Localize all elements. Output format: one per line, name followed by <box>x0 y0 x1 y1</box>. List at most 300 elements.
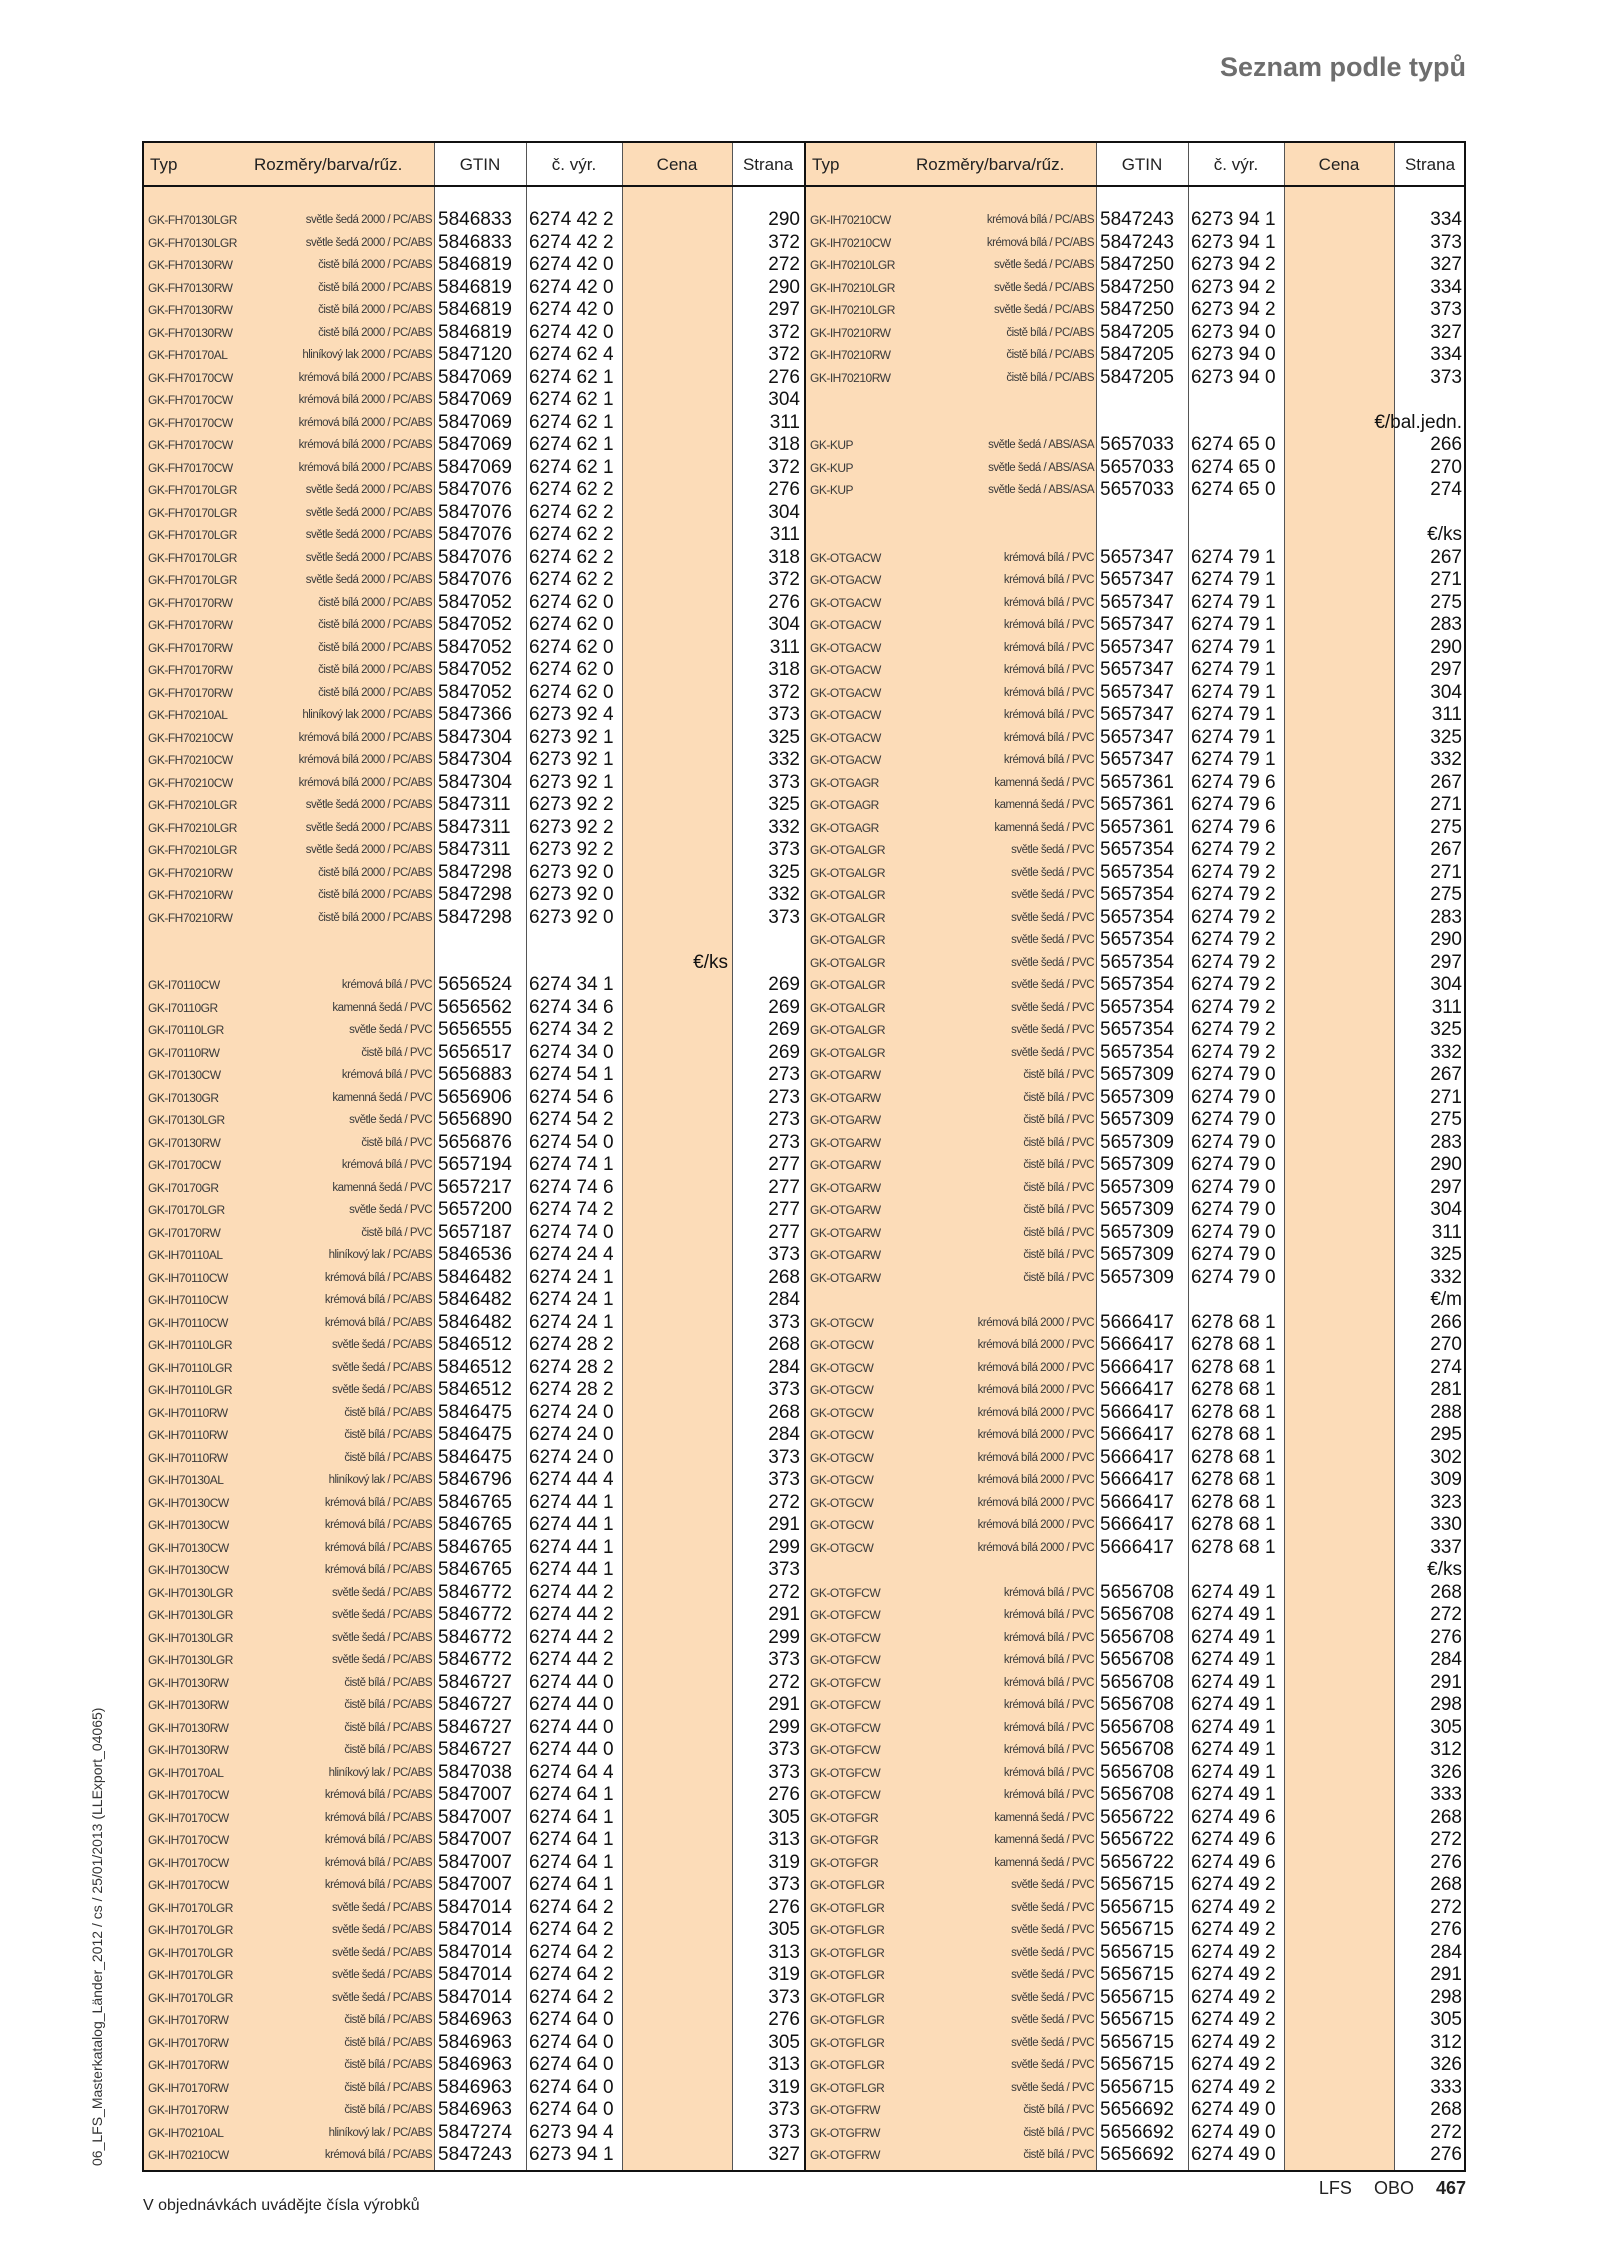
article-number: 6274 62 2 <box>529 546 614 568</box>
page-ref: 302 <box>1430 1446 1462 1468</box>
dimensions-color-material: hliníkový lak 2000 / PC/ABS <box>302 349 432 361</box>
gtin-code: 5846765 <box>438 1536 512 1558</box>
product-type: GK-OTGACW <box>810 685 881 700</box>
article-number: 6274 24 1 <box>529 1289 614 1310</box>
article-number: 6274 79 0 <box>1191 1221 1276 1243</box>
dimensions-color-material: krémová bílá / PVC <box>1003 664 1094 676</box>
article-number: 6278 68 1 <box>1191 1311 1276 1333</box>
gtin-code: 5847007 <box>438 1784 512 1805</box>
page-ref: 272 <box>1430 2121 1462 2143</box>
page-ref: 334 <box>1430 344 1462 365</box>
article-number: 6274 49 1 <box>1191 1604 1276 1625</box>
table-row <box>144 1694 804 1717</box>
page-ref: 267 <box>1430 839 1462 860</box>
dimensions-color-material: hliníkový lak 2000 / PC/ABS <box>302 709 432 721</box>
table-row <box>144 1582 804 1605</box>
dimensions-color-material: světle šedá / ABS/ASA <box>988 439 1094 451</box>
product-type: GK-IH70170LGR <box>148 1968 233 1982</box>
page-ref: 311 <box>769 636 800 658</box>
article-number: 6273 94 4 <box>529 2121 614 2143</box>
product-type: GK-FH70170RW <box>148 685 233 700</box>
table-row <box>806 1942 1466 1965</box>
table-row <box>806 2032 1466 2055</box>
page-ref: 272 <box>768 254 800 275</box>
table-row <box>144 1424 804 1447</box>
article-number: 6278 68 1 <box>1191 1379 1276 1400</box>
table-row <box>144 209 804 232</box>
unit-row <box>806 1289 1466 1312</box>
header-strana: Strana <box>742 155 794 174</box>
product-type: GK-OTGACW <box>810 753 881 767</box>
article-number: 6274 49 2 <box>1191 1964 1276 1985</box>
gtin-code: 5657347 <box>1100 681 1174 703</box>
gtin-code: 5846765 <box>438 1491 512 1513</box>
product-type: GK-IH70210RW <box>810 325 891 340</box>
table-row <box>144 997 804 1020</box>
product-type: GK-IH70210CW <box>810 213 891 227</box>
product-type: GK-FH70210LGR <box>148 798 237 812</box>
article-number: 6273 92 0 <box>529 884 614 905</box>
table-row <box>144 1199 804 1222</box>
gtin-code: 5847076 <box>438 546 512 568</box>
product-type: GK-IH70130RW <box>148 1698 229 1712</box>
gtin-code: 5657309 <box>1100 1109 1174 1130</box>
article-number: 6274 79 2 <box>1191 929 1276 950</box>
table-row <box>144 1784 804 1807</box>
article-number: 6278 68 1 <box>1191 1469 1276 1490</box>
dimensions-color-material: krémová bílá 2000 / PC/ABS <box>298 754 432 766</box>
gtin-code: 5666417 <box>1100 1356 1174 1378</box>
table-row <box>806 1874 1466 1897</box>
gtin-code: 5847120 <box>438 344 512 365</box>
dimensions-color-material: čistě bílá / PVC <box>1023 1136 1094 1149</box>
gtin-code: 5657347 <box>1100 636 1174 658</box>
product-type: GK-IH70110LGR <box>148 1338 232 1352</box>
article-number: 6274 49 1 <box>1191 1761 1276 1783</box>
gtin-code: 5847298 <box>438 861 512 883</box>
product-type: GK-IH70130CW <box>148 1540 229 1555</box>
dimensions-color-material: hliníkový lak / PC/ABS <box>328 2126 432 2139</box>
article-number: 6274 74 1 <box>529 1154 614 1175</box>
page-ref: 304 <box>768 614 800 635</box>
dimensions-color-material: krémová bílá / PVC <box>1003 1586 1094 1599</box>
table-row <box>806 1627 1466 1650</box>
gtin-code: 5656555 <box>438 1019 512 1040</box>
article-number: 6274 42 2 <box>529 209 614 230</box>
table-row <box>806 1424 1466 1447</box>
product-type: GK-OTGCW <box>810 1450 874 1465</box>
product-type: GK-OTGACW <box>810 640 881 655</box>
page-ref: 299 <box>768 1626 800 1648</box>
article-number: 6274 62 2 <box>529 569 614 590</box>
page-ref: 327 <box>1430 254 1462 275</box>
table-row <box>144 1874 804 1897</box>
article-number: 6274 62 0 <box>529 614 614 635</box>
table-row <box>806 479 1466 502</box>
page-ref: 327 <box>1430 321 1462 343</box>
table-row <box>144 1087 804 1110</box>
article-number: 6274 34 6 <box>529 996 614 1018</box>
product-type: GK-FH70130RW <box>148 280 233 295</box>
table-row <box>144 389 804 412</box>
article-number: 6274 64 1 <box>529 1806 614 1828</box>
gtin-code: 5657033 <box>1100 479 1174 500</box>
dimensions-color-material: čistě bílá / PVC <box>1023 1204 1094 1216</box>
table-row <box>806 1244 1466 1267</box>
article-number: 6274 42 2 <box>529 231 614 253</box>
dimensions-color-material: světle šedá / PC/ABS <box>994 259 1094 271</box>
page-ref: 327 <box>768 2144 800 2165</box>
dimensions-color-material: světle šedá / PVC <box>349 1024 432 1036</box>
dimensions-color-material: krémová bílá / PC/ABS <box>986 236 1094 249</box>
page-ref: 311 <box>769 411 800 433</box>
article-number: 6274 64 0 <box>529 2099 614 2120</box>
dimensions-color-material: krémová bílá / PVC <box>1003 574 1094 586</box>
product-type: GK-OTGAGR <box>810 798 879 812</box>
gtin-code: 5847304 <box>438 726 512 748</box>
dimensions-color-material: světle šedá / PC/ABS <box>332 1631 432 1644</box>
product-type: GK-OTGFLGR <box>810 1900 885 1915</box>
product-type: GK-IH70130RW <box>148 1675 229 1690</box>
page-ref: 373 <box>768 1986 800 2008</box>
article-number: 6274 49 2 <box>1191 2009 1276 2030</box>
page-ref: 305 <box>1430 2009 1462 2030</box>
gtin-code: 5846819 <box>438 254 512 275</box>
gtin-code: 5846475 <box>438 1424 512 1445</box>
product-type: GK-IH70110RW <box>148 1405 228 1420</box>
table-row <box>144 1604 804 1627</box>
dimensions-color-material: čistě bílá 2000 / PC/ABS <box>318 326 432 339</box>
table-row <box>806 862 1466 885</box>
gtin-code: 5847007 <box>438 1806 512 1828</box>
page-ref: 334 <box>1430 209 1462 230</box>
page-ref: 288 <box>1430 1401 1462 1423</box>
article-number: 6274 24 0 <box>529 1424 614 1445</box>
page-ref: 269 <box>768 1019 800 1040</box>
article-number: 6274 79 0 <box>1191 1244 1276 1265</box>
article-number: 6274 79 0 <box>1191 1176 1276 1198</box>
gtin-code: 5657309 <box>1100 1154 1174 1175</box>
dimensions-color-material: krémová bílá / PVC <box>1003 1766 1094 1779</box>
gtin-code: 5656517 <box>438 1041 512 1063</box>
dimensions-color-material: světle šedá / PVC <box>1011 2081 1094 2094</box>
article-number: 6274 42 0 <box>529 321 614 343</box>
dimensions-color-material: světle šedá / PVC <box>1011 1924 1094 1936</box>
article-number: 6274 62 2 <box>529 479 614 500</box>
product-type: GK-OTGCW <box>810 1495 874 1510</box>
article-number: 6274 79 1 <box>1191 569 1276 590</box>
product-type: GK-FH70170LGR <box>148 573 237 587</box>
product-type: GK-IH70210CW <box>810 235 891 250</box>
page-ref: 269 <box>768 1041 800 1063</box>
dimensions-color-material: čistě bílá / PC/ABS <box>344 2036 432 2049</box>
article-number: 6274 79 0 <box>1191 1086 1276 1108</box>
article-number: 6274 49 2 <box>1191 1986 1276 2008</box>
dimensions-color-material: krémová bílá 2000 / PVC <box>977 1429 1094 1441</box>
table-row <box>806 344 1466 367</box>
product-type: GK-OTGARW <box>810 1113 881 1127</box>
table-row <box>806 1672 1466 1695</box>
article-number: 6274 44 0 <box>529 1716 614 1738</box>
gtin-code: 5656906 <box>438 1086 512 1108</box>
page-ref: 334 <box>1430 276 1462 298</box>
product-type: GK-I70170RW <box>148 1225 221 1240</box>
product-type: GK-IH70130CW <box>148 1495 229 1510</box>
dimensions-color-material: krémová bílá 2000 / PVC <box>977 1339 1094 1351</box>
product-type: GK-IH70170CW <box>148 1788 229 1802</box>
product-type: GK-OTGALGR <box>810 1023 886 1037</box>
unit-row <box>806 524 1466 547</box>
page-ref: 284 <box>1430 1941 1462 1963</box>
article-number: 6273 94 0 <box>1191 321 1276 343</box>
table-row <box>806 277 1466 300</box>
dimensions-color-material: čistě bílá / PC/ABS <box>344 2059 432 2071</box>
dimensions-color-material: krémová bílá / PC/ABS <box>986 214 1094 226</box>
dimensions-color-material: krémová bílá / PVC <box>1003 1699 1094 1711</box>
header-rozmery: Rozměry/barva/rűz. <box>916 155 1065 174</box>
gtin-code: 5657354 <box>1100 996 1174 1018</box>
table-row <box>806 1154 1466 1177</box>
table-row <box>144 277 804 300</box>
article-number: 6274 49 2 <box>1191 2054 1276 2075</box>
product-type: GK-FH70210RW <box>148 888 233 902</box>
dimensions-color-material: kamenná šedá / PVC <box>994 776 1094 789</box>
product-type: GK-OTGARW <box>810 1158 881 1172</box>
dimensions-color-material: čistě bílá 2000 / PC/ABS <box>318 619 432 631</box>
article-number: 6274 42 0 <box>529 276 614 298</box>
page-ref: 373 <box>768 1874 800 1895</box>
page-ref: 271 <box>1430 861 1462 883</box>
table-row <box>144 1357 804 1380</box>
product-type: GK-FH70130RW <box>148 258 233 272</box>
gtin-code: 5657309 <box>1100 1199 1174 1220</box>
product-type: GK-OTGACW <box>810 663 881 677</box>
page-ref: 297 <box>1430 1176 1462 1198</box>
dimensions-color-material: kamenná šedá / PVC <box>994 799 1094 811</box>
page-ref: 373 <box>768 1469 800 1490</box>
table-row <box>144 2032 804 2055</box>
product-type: GK-IH70210RW <box>810 348 891 362</box>
product-type: GK-I70130GR <box>148 1090 219 1105</box>
page-ref: 299 <box>768 1716 800 1738</box>
gtin-code: 5846765 <box>438 1559 512 1580</box>
unit-row <box>806 389 1466 412</box>
product-type: GK-OTGCW <box>810 1518 874 1532</box>
table-row <box>806 614 1466 637</box>
header-cena: Cena <box>1318 155 1360 174</box>
article-number: 6274 64 0 <box>529 2054 614 2075</box>
article-number: 6274 49 1 <box>1191 1784 1276 1805</box>
page-ref: 291 <box>1430 1964 1462 1985</box>
table-row <box>144 1492 804 1515</box>
table-row <box>806 2009 1466 2032</box>
page-ref: 373 <box>768 1559 800 1580</box>
dimensions-color-material: světle šedá / PC/ABS <box>332 1361 432 1374</box>
product-type-table <box>142 141 1466 2172</box>
dimensions-color-material: čistě bílá / PVC <box>1023 1249 1094 1261</box>
article-number: 6274 44 4 <box>529 1469 614 1490</box>
page-ref: 276 <box>1430 1919 1462 1940</box>
table-row <box>806 884 1466 907</box>
price-unit: €/m <box>1430 1289 1462 1310</box>
product-type: GK-IH70130LGR <box>148 1608 233 1622</box>
product-type: GK-OTGALGR <box>810 888 886 902</box>
page-ref: 273 <box>768 1109 800 1130</box>
page-ref: 268 <box>1430 2099 1462 2120</box>
dimensions-color-material: světle šedá / PVC <box>1011 1046 1094 1059</box>
gtin-code: 5656692 <box>1100 2144 1174 2165</box>
table-row <box>806 1897 1466 1920</box>
dimensions-color-material: světle šedá / PVC <box>1011 1969 1094 1981</box>
article-number: 6274 79 0 <box>1191 1199 1276 1220</box>
gtin-code: 5656708 <box>1100 1716 1174 1738</box>
page-ref: 325 <box>768 861 800 883</box>
page-ref: 277 <box>768 1199 800 1220</box>
article-number: 6274 62 0 <box>529 659 614 680</box>
table-row <box>806 1649 1466 1672</box>
dimensions-color-material: čistě bílá / PVC <box>1023 1226 1094 1239</box>
product-type: GK-OTGFLGR <box>810 1923 885 1937</box>
page-ref: 273 <box>768 1086 800 1108</box>
table-row <box>144 637 804 660</box>
product-type: GK-OTGFCW <box>810 1698 881 1712</box>
table-row <box>806 1334 1466 1357</box>
article-number: 6274 49 2 <box>1191 2031 1276 2053</box>
page-ref: 372 <box>768 231 800 253</box>
page-ref: 373 <box>768 1244 800 1265</box>
table-row <box>144 2054 804 2077</box>
gtin-code: 5656715 <box>1100 1874 1174 1895</box>
page-ref: 276 <box>768 591 800 613</box>
page-footer <box>1297 2178 1466 2199</box>
dimensions-color-material: krémová bílá 2000 / PC/ABS <box>298 371 432 384</box>
gtin-code: 5847007 <box>438 1851 512 1873</box>
article-number: 6273 92 0 <box>529 906 614 928</box>
dimensions-color-material: světle šedá / PC/ABS <box>332 1901 432 1914</box>
product-type: GK-I70110GR <box>148 1000 218 1015</box>
page-ref: 272 <box>1430 1829 1462 1850</box>
gtin-code: 5846482 <box>438 1289 512 1310</box>
table-row <box>144 1829 804 1852</box>
article-number: 6274 62 1 <box>529 366 614 388</box>
table-row <box>806 1919 1466 1942</box>
article-number: 6274 79 6 <box>1191 794 1276 815</box>
dimensions-color-material: čistě bílá / PVC <box>361 1226 432 1239</box>
dimensions-color-material: kamenná šedá / PVC <box>994 1856 1094 1869</box>
gtin-code: 5846475 <box>438 1401 512 1423</box>
table-row <box>806 322 1466 345</box>
product-type: GK-IH70130AL <box>148 1473 224 1487</box>
article-number: 6274 28 2 <box>529 1356 614 1378</box>
article-number: 6273 94 0 <box>1191 344 1276 365</box>
gtin-code: 5656715 <box>1100 2054 1174 2075</box>
article-number: 6278 68 1 <box>1191 1536 1276 1558</box>
product-type: GK-FH70170AL <box>148 348 228 362</box>
product-type: GK-FH70130LGR <box>148 235 237 250</box>
table-row <box>144 412 804 435</box>
gtin-code: 5657309 <box>1100 1086 1174 1108</box>
product-type: GK-OTGFRW <box>810 2125 880 2140</box>
gtin-code: 5657354 <box>1100 861 1174 883</box>
page-ref: 276 <box>1430 1851 1462 1873</box>
gtin-code: 5846727 <box>438 1694 512 1715</box>
gtin-code: 5656708 <box>1100 1649 1174 1670</box>
article-number: 6274 49 1 <box>1191 1716 1276 1738</box>
table-row <box>806 434 1466 457</box>
page-ref: 304 <box>1430 974 1462 995</box>
page-ref: 372 <box>768 569 800 590</box>
dimensions-color-material: světle šedá / PVC <box>1011 1901 1094 1914</box>
table-row <box>144 479 804 502</box>
article-number: 6274 79 2 <box>1191 996 1276 1018</box>
gtin-code: 5657309 <box>1100 1266 1174 1288</box>
page-ref: 332 <box>768 816 800 838</box>
article-number: 6274 49 0 <box>1191 2121 1276 2143</box>
table-right-half <box>806 143 1466 2170</box>
page-ref: 373 <box>768 704 800 725</box>
product-type: GK-OTGARW <box>810 1090 881 1105</box>
table-row <box>806 1717 1466 1740</box>
product-type: GK-FH70210RW <box>148 865 233 880</box>
article-number: 6274 64 0 <box>529 2076 614 2098</box>
table-row <box>144 1852 804 1875</box>
table-row <box>806 1604 1466 1627</box>
page-ref: 272 <box>1430 1604 1462 1625</box>
article-number: 6273 92 2 <box>529 816 614 838</box>
gtin-code: 5846772 <box>438 1626 512 1648</box>
dimensions-color-material: čistě bílá / PC/ABS <box>344 2014 432 2026</box>
page-ref: 298 <box>1430 1986 1462 2008</box>
table-row <box>806 209 1466 232</box>
gtin-code: 5847304 <box>438 749 512 770</box>
gtin-code: 5846727 <box>438 1739 512 1760</box>
dimensions-color-material: krémová bílá 2000 / PC/ABS <box>298 394 432 406</box>
dimensions-color-material: světle šedá 2000 / PC/ABS <box>305 799 432 811</box>
header-cislo-vyrobku: č. výr. <box>1213 155 1259 174</box>
page-number: 467 <box>1435 2178 1466 2198</box>
gtin-code: 5846475 <box>438 1446 512 1468</box>
product-type: GK-IH70170RW <box>148 2103 229 2117</box>
page-ref: 276 <box>768 366 800 388</box>
table-row <box>806 704 1466 727</box>
gtin-code: 5847014 <box>438 1964 512 1985</box>
table-row <box>806 1492 1466 1515</box>
gtin-code: 5657354 <box>1100 884 1174 905</box>
product-type: GK-FH70130RW <box>148 325 233 340</box>
table-header-right <box>806 143 1466 187</box>
article-number: 6274 28 2 <box>529 1379 614 1400</box>
gtin-code: 5847069 <box>438 434 512 455</box>
table-row <box>144 2099 804 2122</box>
article-number: 6274 64 1 <box>529 1784 614 1805</box>
article-number: 6274 49 2 <box>1191 1896 1276 1918</box>
table-row <box>806 1739 1466 1762</box>
product-type: GK-FH70210RW <box>148 910 233 925</box>
page-ref: 284 <box>768 1424 800 1445</box>
article-number: 6278 68 1 <box>1191 1356 1276 1378</box>
dimensions-color-material: krémová bílá 2000 / PVC <box>977 1451 1094 1464</box>
article-number: 6274 44 1 <box>529 1559 614 1580</box>
article-number: 6274 34 1 <box>529 974 614 995</box>
gtin-code: 5847076 <box>438 501 512 523</box>
page-ref: 299 <box>768 1536 800 1558</box>
product-type: GK-IH70210CW <box>148 2148 229 2162</box>
dimensions-color-material: krémová bílá 2000 / PVC <box>977 1384 1094 1396</box>
page-ref: 290 <box>1430 1154 1462 1175</box>
product-type: GK-FH70170LGR <box>148 483 237 497</box>
page-ref: 326 <box>1430 1761 1462 1783</box>
table-row <box>144 1627 804 1650</box>
